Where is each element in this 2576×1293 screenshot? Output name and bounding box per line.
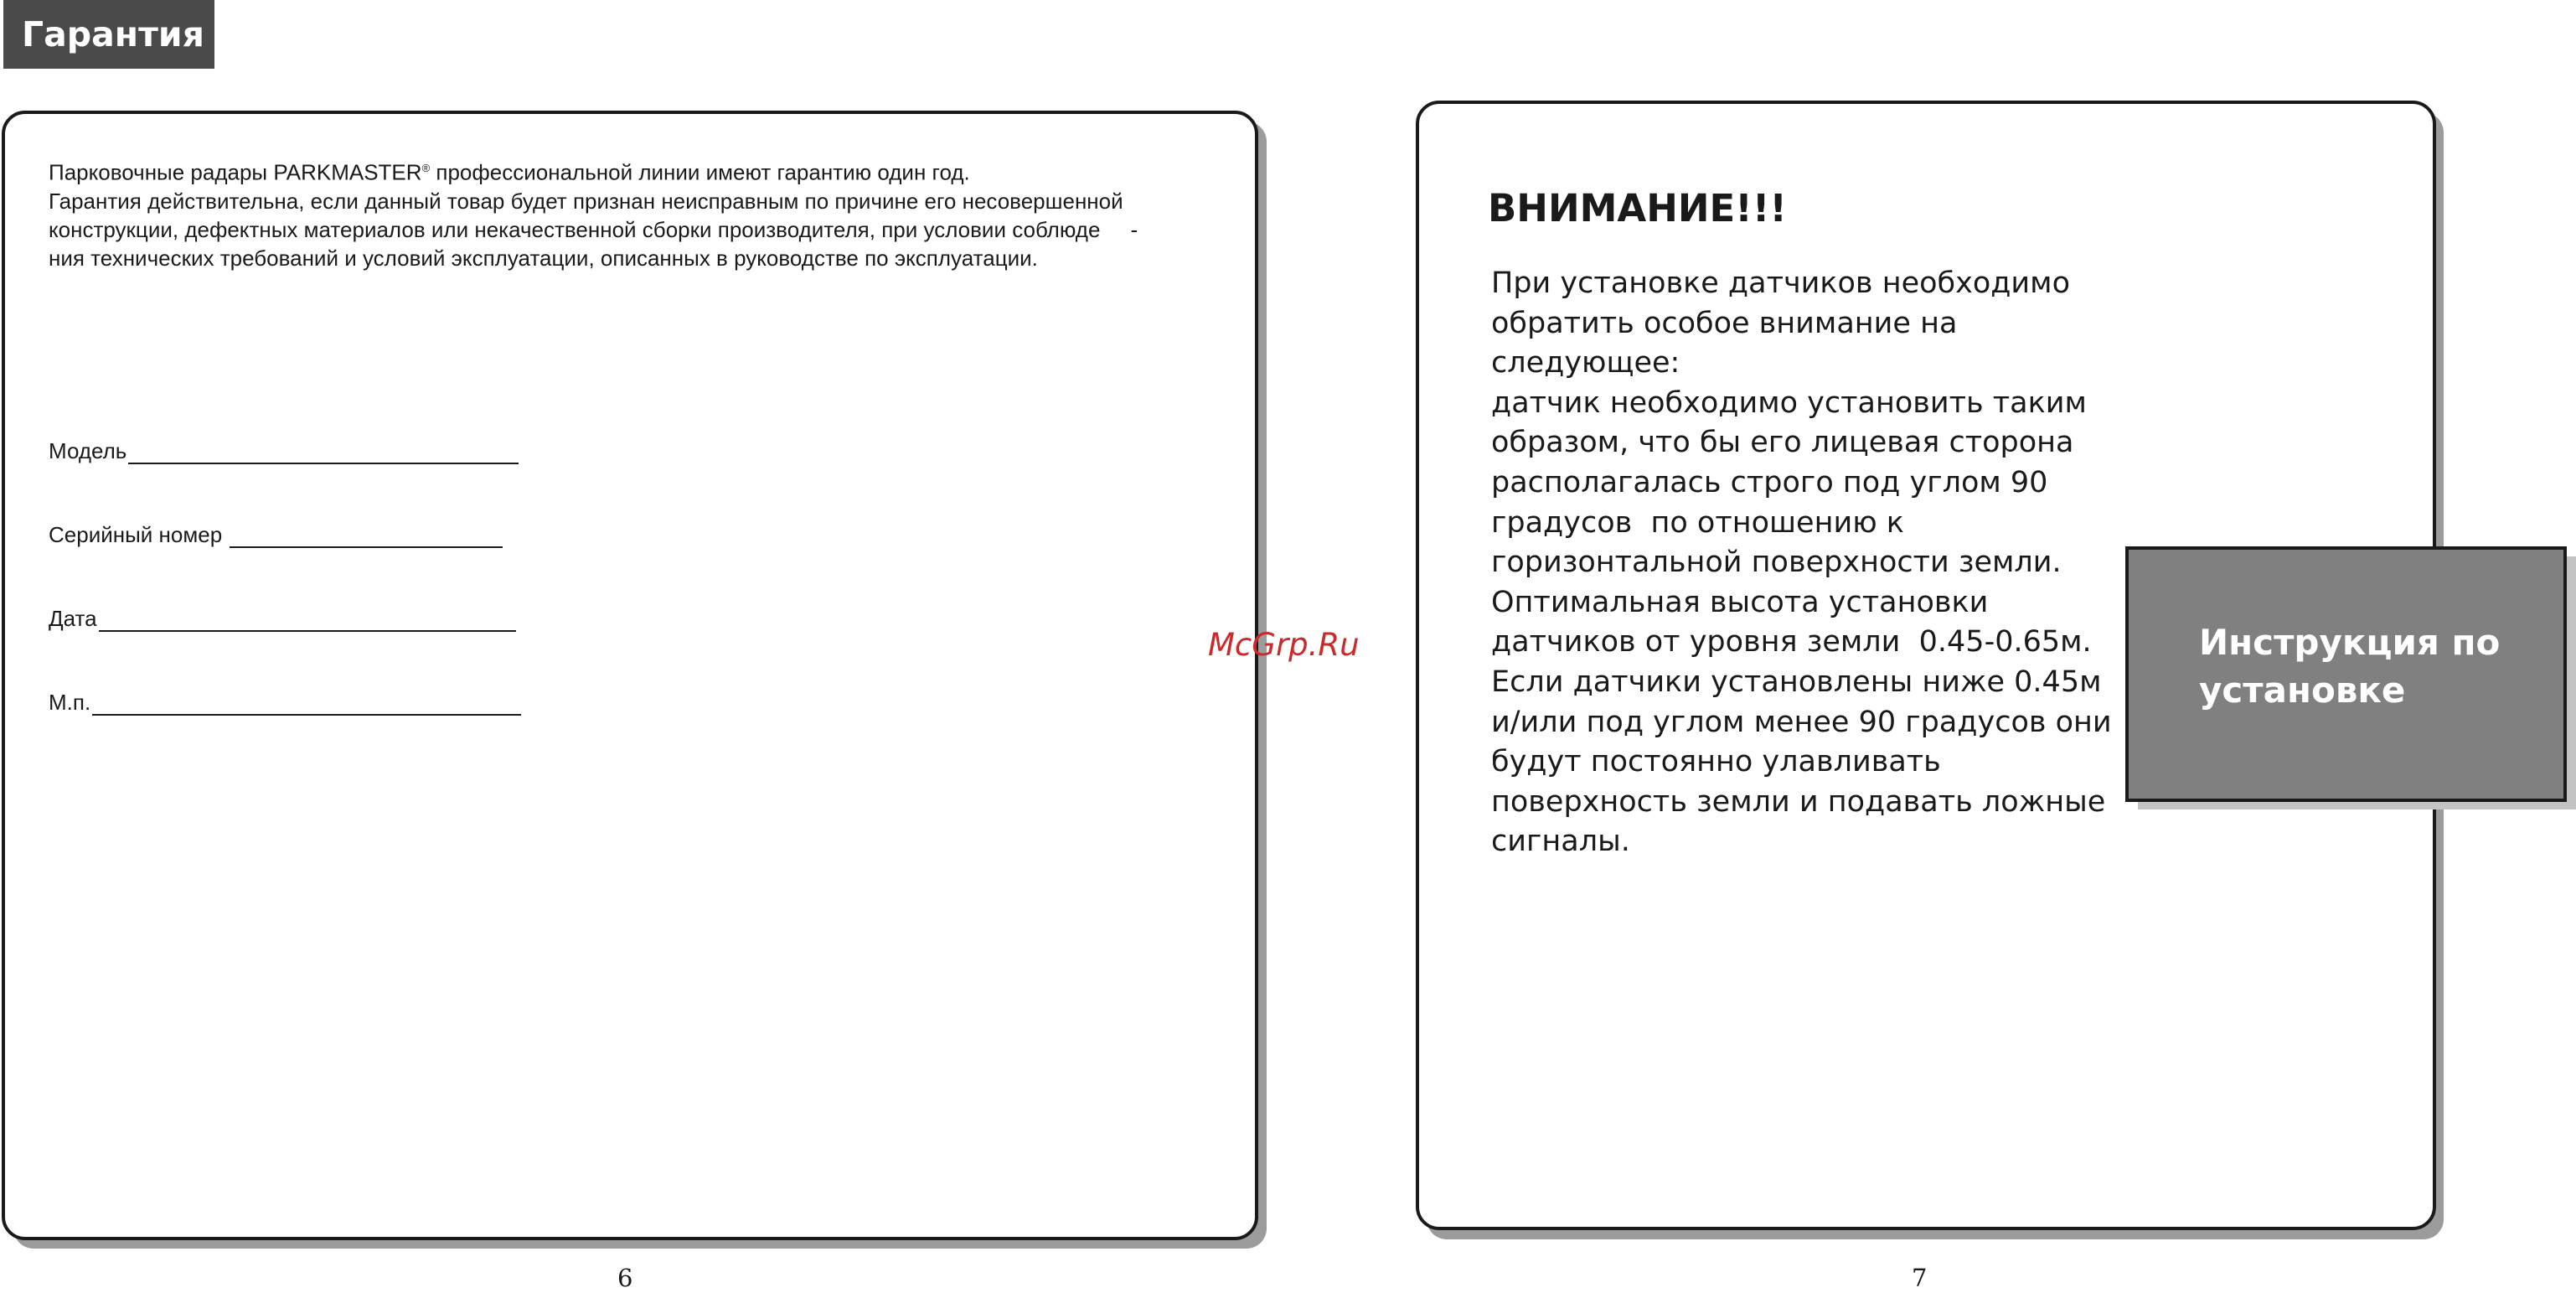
body-line: образом, что бы его лицевая сторона [1491,426,2074,460]
body-line: горизонтальной поверхности земли. [1491,546,2062,580]
section-tab-guarantee: Гарантия [3,0,214,69]
stamp-label: М.п. [49,690,91,715]
serial-label: Серийный номер [49,522,229,547]
body-line: датчик необходимо установить таким [1491,385,2087,420]
body-line: градусов по отношению к [1491,505,1904,540]
registered-mark: ® [421,162,431,174]
body-line: поверхность земли и подавать ложные [1491,784,2106,819]
intro-line-2: Гарантия действительна, если данный товар будет признан неисправным по причине его несовершенной [49,188,1123,214]
stamp-field [49,689,521,716]
body-line: следующее: [1491,346,1680,380]
body-line: и/или под углом менее 90 градусов они [1491,705,2112,739]
warranty-intro [49,154,1221,272]
body-line: При установке датчиков необходимо [1491,266,2070,300]
stamp-line [92,689,521,716]
serial-field [49,521,503,548]
body-line: Если датчики установлены ниже 0.45м [1491,665,2102,699]
body-line: датчиков от уровня земли 0.45-0.65м. [1491,625,2092,659]
watermark: McGrp.Ru [1208,627,1360,663]
installation-section-box [2125,546,2567,802]
body-line: располагалась строго под углом 90 [1491,465,2048,499]
intro-line-1: Парковочные радары PARKMASTER® профессиональной линии имеют гарантию один год. [49,159,970,185]
model-line [128,437,519,464]
warranty-card [2,111,1258,1240]
page-number-right: 7 [1912,1264,1928,1292]
body-line: будут постоянно улавливать [1491,745,1941,779]
serial-line [230,521,503,548]
intro-line-3: конструкции, дефектных материалов или некачественной сборки производителя, при условии соблюде - [49,216,1138,242]
body-line: сигналы. [1491,825,1630,859]
attention-body [1491,264,2112,862]
body-line: обратить особое внимание на [1491,306,1958,340]
intro-line-4: ния технических требований и условий эксплуатации, описанных в руководстве по эксплуатации. [49,245,1038,271]
installation-section-title: Инструкция по установке [2199,622,2501,711]
page-number-left: 6 [617,1264,633,1292]
body-line: Оптимальная высота установки [1491,585,1989,619]
model-label: Модель [49,438,127,463]
model-field [49,437,519,464]
date-label: Дата [49,606,97,631]
date-line [99,605,516,632]
date-field [49,605,516,632]
attention-title: ВНИМАНИЕ!!! [1488,186,1787,230]
